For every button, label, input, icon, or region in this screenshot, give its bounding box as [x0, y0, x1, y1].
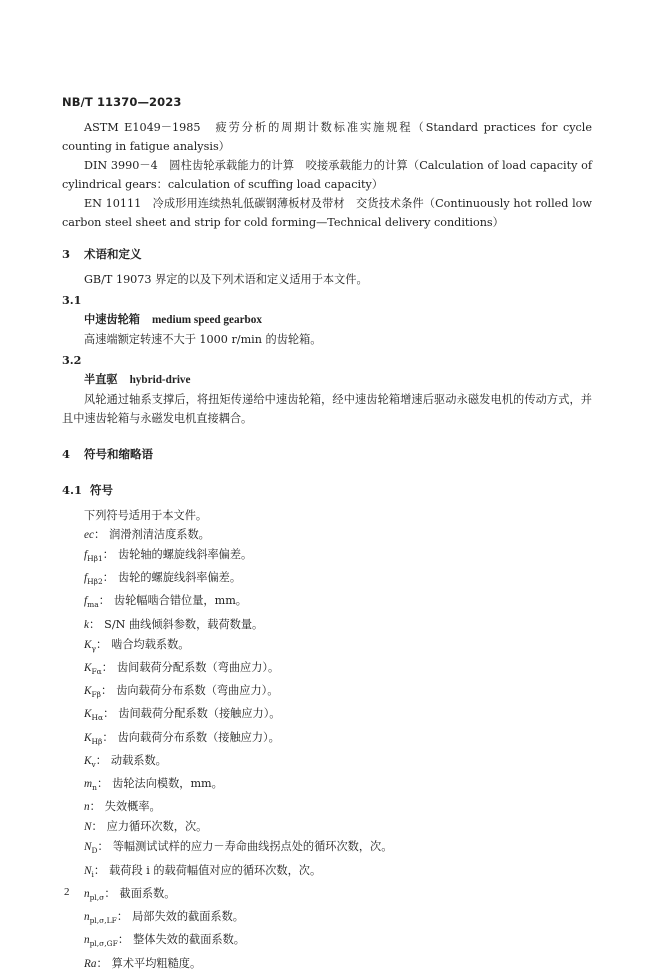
symbol-entry: $m_n$： 齿轮法向模数，mm。: [84, 777, 223, 793]
symbol-name: N: [84, 864, 92, 877]
symbol-name: N: [84, 821, 92, 834]
symbol-subscript: ma: [87, 600, 99, 610]
symbol-name: K: [84, 661, 92, 674]
symbol-entry: Ra： 算术平均粗糙度。: [84, 956, 202, 970]
symbol-name: n: [84, 801, 90, 814]
symbol-description: 齿向载荷分布系数（弯曲应力）。: [116, 684, 279, 698]
symbol-entry: $K_{H\beta}$： 齿向载荷分布系数（接触应力）。: [84, 730, 280, 746]
symbol-subscript: Hα: [91, 713, 104, 723]
symbol-subscript: Hβ1: [87, 554, 103, 564]
section-4-number: 4: [62, 447, 71, 461]
section-4-title: 符号和缩略语: [84, 447, 153, 461]
clause-3-2-number: 3.2: [62, 353, 82, 367]
section-3-title: 术语和定义: [84, 247, 142, 261]
symbol-entry: $n_{pl,\sigma}$： 截面系数。: [84, 886, 176, 903]
symbol-description: 截面系数。: [119, 886, 176, 900]
symbol-subscript: Fα: [91, 667, 102, 677]
symbol-description: 局部失效的截面系数。: [132, 910, 244, 924]
symbol-description: 齿轮幅啮合错位量，mm。: [113, 594, 247, 608]
symbol-entry: $f_{H\beta 1}$： 齿轮轴的螺旋线斜率偏差。: [84, 548, 253, 564]
symbol-entry: $K_{H\alpha}$： 齿间载荷分配系数（接触应力）。: [84, 707, 281, 723]
symbol-name: K: [84, 731, 92, 744]
symbol-name: n: [84, 934, 90, 947]
symbol-list: [62, 525, 592, 974]
symbol-name: f: [84, 572, 88, 585]
symbol-subscript: pl,σ: [89, 893, 105, 903]
symbol-description: 动载系数。: [110, 753, 167, 767]
symbol-description: S/N 曲线倾斜参数，载荷数量。: [104, 617, 264, 631]
symbol-entry: $K_{F\alpha}$： 齿间载荷分配系数（弯曲应力）。: [84, 660, 280, 677]
reference-astm: ASTM E1049－1985 疲劳分析的周期计数标准实施规程（Standard practices for cycle counting in fatigue analysis）: [62, 121, 592, 153]
symbol-name: f: [84, 595, 88, 608]
symbol-description: 应力循环次数，次。: [106, 820, 208, 834]
page-number: 2: [64, 886, 70, 898]
symbol-description: 失效概率。: [104, 800, 161, 814]
symbol-description: 载荷段 i 的载荷幅值对应的循环次数，次。: [109, 863, 322, 877]
term-3-2-zh: 半直驱: [84, 372, 118, 386]
reference-din: DIN 3990－4 圆柱齿轮承载能力的计算 咬接承载能力的计算（Calculation of load capacity of cylindrical gears：calculation of scuffing load capacity）: [62, 159, 592, 191]
symbol-entry: $K_\gamma$： 啮合均载系数。: [84, 637, 190, 653]
symbol-name: n: [84, 911, 90, 924]
standard-number: NB/T 11370—2023: [62, 95, 182, 109]
symbol-entry: $f_{ma}$： 齿轮幅啮合错位量，mm。: [84, 594, 247, 610]
symbol-entry: $f_{H\beta 2}$： 齿轮的螺旋线斜率偏差。: [84, 571, 242, 587]
term-3-2: [84, 370, 592, 390]
symbol-entry: ec： 润滑剂清洁度系数。: [84, 528, 210, 541]
page-body: [62, 118, 592, 974]
section-3-intro: GB/T 19073 界定的以及下列术语和定义适用于本文件。: [84, 273, 368, 286]
symbol-entry: $N_D$： 等幅测试试样的应力－寿命曲线拐点处的循环次数，次。: [84, 840, 393, 856]
symbol-name: f: [84, 549, 88, 561]
symbol-subscript: γ: [91, 643, 96, 653]
term-3-1-definition: 高速端额定转速不大于 1000 r/min 的齿轮箱。: [84, 333, 322, 346]
symbol-description: 齿间载荷分配系数（接触应力）。: [118, 707, 281, 721]
symbol-subscript: Fβ: [91, 690, 102, 700]
symbol-entry: $n_{pl,\sigma,LF}$： 局部失效的截面系数。: [84, 910, 244, 926]
term-3-2-definition: 风轮通过轴系支撑后，将扭矩传递给中速齿轮箱，经中速齿轮箱增速后驱动永磁发电机的传动方式，并且中速齿轮箱与永磁发电机直接耦合。: [62, 393, 592, 425]
symbol-description: 等幅测试试样的应力－寿命曲线拐点处的循环次数，次。: [112, 840, 393, 854]
symbol-name: K: [84, 708, 92, 721]
symbol-entry: $K_{F\beta}$： 齿向载荷分布系数（弯曲应力）。: [84, 684, 279, 700]
term-3-2-en: hybrid-drive: [129, 374, 191, 386]
symbol-subscript: i: [91, 869, 94, 879]
symbol-subscript: n: [92, 783, 97, 793]
section-4-1-intro: 下列符号适用于本文件。: [84, 509, 208, 522]
symbol-name: n: [84, 887, 90, 900]
symbol-subscript: pl,σ,LF: [89, 916, 117, 926]
section-4-heading: [62, 445, 592, 464]
symbol-entry: k： S/N 曲线倾斜参数，载荷数量。: [84, 617, 264, 631]
symbol-name: N: [84, 841, 92, 854]
symbol-description: 齿向载荷分布系数（接触应力）。: [117, 730, 280, 744]
reference-en: EN 10111 冷成形用连续热轧低碳钢薄板材及带材 交货技术条件（Continuously hot rolled low carbon steel sheet and strip for cold forming—Technical delivery conditions）: [62, 197, 592, 229]
symbol-name: Ra: [84, 957, 97, 970]
symbol-description: 齿轮的螺旋线斜率偏差。: [117, 571, 242, 585]
section-4-1-title: 符号: [90, 483, 113, 497]
clause-3-1-number: 3.1: [62, 293, 82, 307]
symbol-description: 润滑剂清洁度系数。: [109, 528, 210, 541]
symbol-name: m: [84, 778, 93, 791]
symbol-entry: $N_i$： 载荷段 i 的载荷幅值对应的循环次数，次。: [84, 863, 322, 879]
symbol-subscript: pl,σ,GF: [89, 939, 118, 949]
symbol-description: 算术平均粗糙度。: [111, 956, 202, 970]
section-4-1-heading: [62, 481, 592, 500]
section-3-number: 3: [62, 247, 71, 261]
symbol-entry: N： 应力循环次数，次。: [84, 820, 208, 834]
symbol-subscript: Hβ2: [87, 577, 103, 587]
symbol-entry: $K_v$： 动载系数。: [84, 753, 167, 770]
symbol-description: 啮合均载系数。: [111, 637, 190, 651]
symbol-subscript: Hβ: [91, 736, 103, 746]
symbol-name: k: [84, 618, 89, 631]
symbol-description: 齿轮轴的螺旋线斜率偏差。: [117, 548, 253, 561]
symbol-name: K: [84, 754, 92, 767]
symbol-subscript: v: [91, 760, 96, 770]
symbol-entry: $n_{pl,\sigma,GF}$： 整体失效的截面系数。: [84, 933, 245, 949]
symbol-subscript: D: [91, 846, 98, 856]
section-4-1-number: 4.1: [62, 483, 83, 497]
symbol-description: 整体失效的截面系数。: [133, 933, 245, 947]
term-3-1: [84, 310, 592, 330]
symbol-entry: n： 失效概率。: [84, 800, 161, 814]
symbol-name: K: [84, 638, 92, 651]
term-3-1-en: medium speed gearbox: [151, 314, 262, 326]
section-3-heading: [62, 245, 592, 264]
symbol-name: K: [84, 685, 92, 698]
term-3-1-zh: 中速齿轮箱: [84, 312, 140, 326]
symbol-name: ec: [84, 529, 94, 541]
symbol-description: 齿轮法向模数，mm。: [112, 777, 223, 791]
symbol-description: 齿间载荷分配系数（弯曲应力）。: [116, 660, 280, 674]
